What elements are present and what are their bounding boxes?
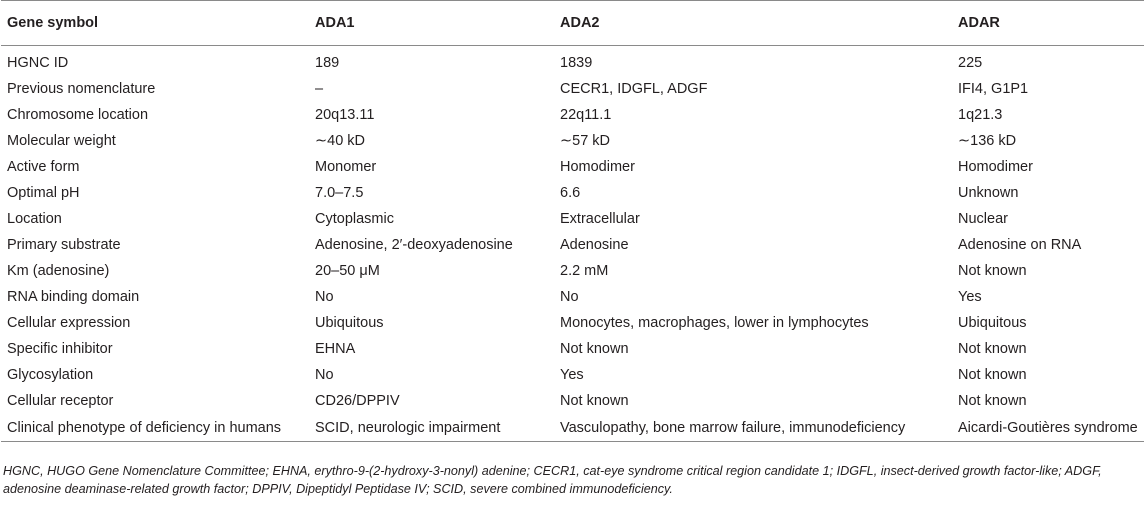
- cell-adar: ∼136 kD: [958, 133, 1017, 149]
- table-row-optimal-ph: [1, 180, 1144, 206]
- cell-adar: 225: [958, 55, 983, 71]
- cell-adar: Unknown: [958, 185, 1019, 201]
- cell-ada1: No: [315, 367, 334, 383]
- header-ada1: ADA1: [309, 1, 554, 46]
- table-row-glycosylation: [1, 362, 1144, 388]
- header-adar: ADAR: [952, 1, 1144, 46]
- cell-label: Chromosome location: [7, 107, 149, 123]
- cell-adar: Not known: [958, 393, 1027, 409]
- cell-ada2: No: [560, 289, 579, 305]
- table-row-specific-inhibitor: [1, 336, 1144, 362]
- cell-adar: Nuclear: [958, 211, 1008, 227]
- cell-ada1: SCID, neurologic impairment: [309, 414, 554, 442]
- cell-label: Active form: [7, 159, 80, 175]
- cell-ada1: 189: [315, 55, 340, 71]
- cell-adar: IFI4, G1P1: [958, 81, 1029, 97]
- cell-label: Specific inhibitor: [7, 341, 113, 357]
- cell-ada1: Adenosine, 2′-deoxyadenosine: [315, 237, 513, 253]
- cell-label: Clinical phenotype of deficiency in humans: [1, 414, 309, 442]
- table-row-location: [1, 206, 1144, 232]
- table-row-primary-substrate: [1, 232, 1144, 258]
- cell-label: Optimal pH: [7, 185, 80, 201]
- cell-adar: 1q21.3: [958, 107, 1003, 123]
- cell-label: Cellular receptor: [7, 393, 114, 409]
- cell-ada2: 1839: [560, 55, 593, 71]
- table-row-molecular-weight: [1, 128, 1144, 154]
- cell-ada1: Cytoplasmic: [315, 211, 394, 227]
- cell-label: Location: [7, 211, 62, 227]
- cell-adar: Aicardi-Goutières syndrome: [952, 414, 1144, 442]
- cell-ada2: Vasculopathy, bone marrow failure, immunodeficiency: [554, 414, 952, 442]
- header-ada2: ADA2: [554, 1, 952, 46]
- table-body: [1, 46, 1144, 442]
- cell-adar: Not known: [958, 367, 1027, 383]
- cell-label: Glycosylation: [7, 367, 94, 383]
- table-row-cellular-receptor: [1, 388, 1144, 414]
- table-row-hgnc-id: [1, 46, 1144, 77]
- cell-ada2: 6.6: [560, 185, 581, 201]
- table-row-km-adenosine: [1, 258, 1144, 284]
- cell-ada2: Adenosine: [560, 237, 629, 253]
- table-row-cellular-expression: [1, 310, 1144, 336]
- cell-adar: Homodimer: [958, 159, 1033, 175]
- header-gene-symbol: Gene symbol: [1, 1, 309, 46]
- table-row-rna-binding-domain: [1, 284, 1144, 310]
- cell-ada2: CECR1, IDGFL, ADGF: [560, 81, 708, 97]
- cell-ada1: CD26/DPPIV: [315, 393, 400, 409]
- cell-ada2: Not known: [560, 393, 629, 409]
- cell-ada2: Extracellular: [560, 211, 640, 227]
- cell-ada1: ∼40 kD: [315, 133, 366, 149]
- cell-ada1: No: [315, 289, 334, 305]
- cell-adar: Ubiquitous: [958, 315, 1027, 331]
- cell-label: Km (adenosine): [7, 263, 110, 279]
- cell-adar: Not known: [958, 263, 1027, 279]
- cell-ada1: 20q13.11: [315, 107, 375, 123]
- table-row-active-form: [1, 154, 1144, 180]
- cell-ada2: Not known: [560, 341, 629, 357]
- cell-adar: Adenosine on RNA: [958, 237, 1082, 253]
- table-header: [1, 1, 1144, 46]
- cell-label: HGNC ID: [7, 55, 69, 71]
- cell-ada1: 20–50 μM: [315, 263, 380, 279]
- cell-label: RNA binding domain: [7, 289, 140, 305]
- cell-ada2: 22q11.1: [560, 107, 612, 123]
- cell-label: Molecular weight: [7, 133, 116, 149]
- table-row-chromosome-location: [1, 102, 1144, 128]
- header-row: [1, 1, 1144, 46]
- cell-label: Cellular expression: [7, 315, 131, 331]
- cell-adar: Yes: [958, 289, 982, 305]
- cell-adar: Not known: [958, 341, 1027, 357]
- cell-ada2: Yes: [560, 367, 584, 383]
- table-row-clinical-phenotype: [1, 414, 1144, 442]
- cell-ada1: Monomer: [315, 159, 377, 175]
- cell-ada2: Monocytes, macrophages, lower in lymphocytes: [560, 315, 869, 331]
- cell-ada1: –: [315, 81, 324, 97]
- cell-ada2: ∼57 kD: [560, 133, 611, 149]
- cell-ada2: 2.2 mM: [560, 263, 609, 279]
- cell-ada1: EHNA: [315, 341, 356, 357]
- cell-ada1: 7.0–7.5: [315, 185, 364, 201]
- comparison-table: [1, 0, 1144, 442]
- cell-ada2: Homodimer: [560, 159, 635, 175]
- cell-label: Primary substrate: [7, 237, 121, 253]
- table-footnote: HGNC, HUGO Gene Nomenclature Committee; EHNA, erythro-9-(2-hydroxy-3-nonyl) adenine; CECR1, cat-eye syndrome critical region candidate 1; IDGFL, insect-derived growth factor-like; ADGF, adenosine deaminase-related growth factor; DPPIV, Dipeptidyl Peptidase IV; SCID, severe combined immunodeficiency.: [3, 464, 1102, 496]
- cell-label: Previous nomenclature: [7, 81, 156, 97]
- table-row-previous-nomenclature: [1, 76, 1144, 102]
- cell-ada1: Ubiquitous: [315, 315, 384, 331]
